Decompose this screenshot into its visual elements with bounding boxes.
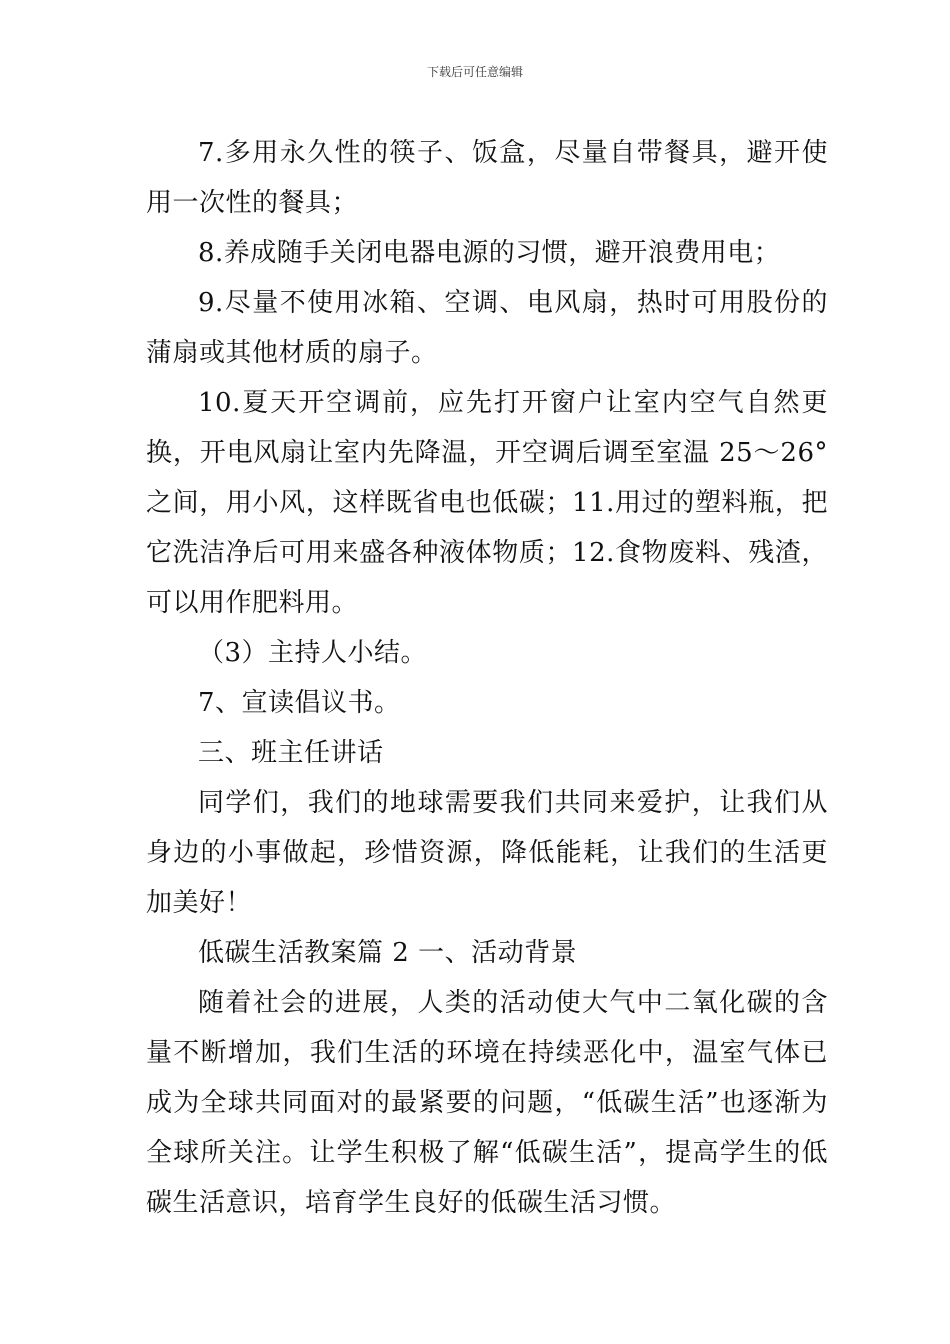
paragraph: 8.养成随手关闭电器电源的习惯，避开浪费用电；: [198, 238, 781, 268]
page-header: 下载后可任意编辑: [426, 65, 523, 79]
paragraph: （3）主持人小结。: [198, 638, 428, 668]
section-heading: 三、班主任讲话: [198, 738, 384, 768]
section-heading: 低碳生活教案篇 2 一、活动背景: [198, 938, 578, 968]
document-body: [146, 128, 828, 1228]
paragraph: 7、宣读倡议书。: [198, 688, 401, 718]
paragraph: 9.尽量不使用冰箱、空调、电风扇，热时可用股份的蒲扇或其他材质的扇子。: [146, 288, 828, 368]
paragraph: 随着社会的进展，人类的活动使大气中二氧化碳的含量不断增加，我们生活的环境在持续恶化中，温室气体已成为全球共同面对的最紧要的问题，“低碳生活”也逐渐为全球所关注。让学生积极了解“低碳生活”，提高学生的低碳生活意识，培育学生良好的低碳生活习惯。: [146, 988, 828, 1218]
paragraph: 7.多用永久性的筷子、饭盒，尽量自带餐具，避开使用一次性的餐具；: [146, 138, 828, 218]
paragraph: 10.夏天开空调前，应先打开窗户让室内空气自然更换，开电风扇让室内先降温，开空调后调至室温 25～26° 之间，用小风，这样既省电也低碳；11.用过的塑料瓶，把它洗洁净后可用来盛各种液体物质；12.食物废料、残渣，可以用作肥料用。: [146, 388, 828, 618]
paragraph: 同学们，我们的地球需要我们共同来爱护，让我们从身边的小事做起，珍惜资源，降低能耗，让我们的生活更加美好！: [146, 788, 828, 918]
